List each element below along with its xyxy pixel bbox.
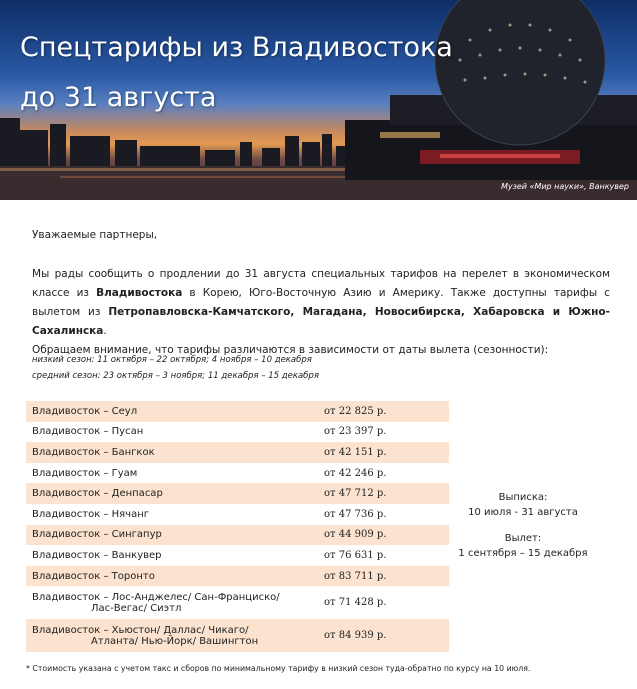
table-row (26, 483, 449, 504)
banner-title-line2: до 31 августа (20, 82, 217, 113)
table-row (26, 422, 449, 443)
route-line2: Атланта/ Нью-Йорк/ Вашингтон (91, 635, 259, 647)
price-cell: от 71 428 р. (324, 597, 387, 609)
table-row (26, 586, 449, 619)
route-line2: Лас-Вегас/ Сиэтл (91, 602, 182, 614)
route-cell: Владивосток – Торонто (26, 566, 318, 587)
departure-label: Вылет: (504, 533, 542, 544)
route-cell: Владивосток – Нячанг (32, 508, 150, 520)
price-cell: от 44 909 р. (318, 525, 449, 546)
fares-table (26, 401, 449, 652)
low-season: низкий сезон: 11 октября – 22 октября; 4 ноября – 10 декабря (32, 355, 312, 365)
greeting: Уважаемые партнеры, (32, 229, 158, 241)
table-row (26, 619, 449, 652)
price-cell: от 42 246 р. (324, 467, 387, 479)
mid-season: средний сезон: 23 октября – 3 ноября; 11 декабря – 15 декабря (32, 371, 319, 381)
intro-city: Владивостока (96, 287, 183, 299)
price-cell: от 23 397 р. (324, 426, 387, 438)
table-row (26, 442, 449, 463)
price-cell: от 22 825 р. (318, 401, 449, 422)
photo-caption: Музей «Мир науки», Ванкувер (500, 182, 629, 191)
route-cell: Владивосток – Сингапур (26, 525, 318, 546)
banner-title-line1: Спецтарифы из Владивостока (20, 32, 453, 63)
table-row (26, 401, 449, 422)
intro-paragraph (32, 265, 610, 360)
table-row (26, 504, 449, 525)
price-cell: от 76 631 р. (324, 549, 387, 561)
route-line1: Владивосток – Хьюстон/ Даллас/ Чикаго/ (32, 624, 249, 636)
season-note: Обращаем внимание, что тарифы различаются в зависимости от даты вылета (сезонности): (32, 344, 549, 356)
route-line1: Владивосток – Лос-Анджелес/ Сан-Франциско/ (32, 591, 280, 603)
issue-label: Выписка: (498, 492, 548, 503)
table-row (26, 545, 449, 566)
route-cell: Владивосток – Сеул (26, 401, 318, 422)
intro-text-c: в Корею, Юго-Восточную Азию и Америку. Также доступны тарифы с вылетом из (32, 287, 611, 318)
intro-text-a: Мы рады сообщить о продлении до 31 августа специальных тарифов на перелет в экономическом классе из (32, 268, 610, 299)
issue-period (458, 490, 588, 520)
table-row (26, 525, 449, 546)
route-cell: Владивосток – Гуам (32, 467, 138, 479)
price-cell: от 83 711 р. (318, 566, 449, 587)
departure-dates: 1 сентября – 15 декабря (458, 548, 588, 559)
route-cell: Владивосток – Ванкувер (32, 549, 162, 561)
route-cell: Владивосток – Бангкок (26, 442, 318, 463)
footnote: * Стоимость указана с учетом такс и сборов по минимальному тарифу в низкий сезон туда-обратно по курсу на 10 июля. (26, 664, 531, 673)
price-cell: от 84 939 р. (318, 619, 449, 652)
price-cell: от 47 712 р. (318, 483, 449, 504)
intro-text-e: . (103, 325, 107, 337)
route-cell: Владивосток – Денпасар (26, 483, 318, 504)
banner (0, 0, 637, 200)
issue-dates: 10 июля - 31 августа (468, 507, 578, 518)
departure-period (458, 531, 588, 561)
price-cell: от 47 736 р. (324, 508, 387, 520)
price-cell: от 42 151 р. (318, 442, 449, 463)
table-row (26, 463, 449, 484)
intro-cities-list: Петропавловска-Камчатского, Магадана, Новосибирска, Хабаровска и Южно-Сахалинска (32, 306, 610, 337)
route-cell (26, 586, 318, 619)
route-cell (26, 619, 318, 652)
route-cell: Владивосток – Пусан (32, 426, 144, 438)
table-row (26, 566, 449, 587)
